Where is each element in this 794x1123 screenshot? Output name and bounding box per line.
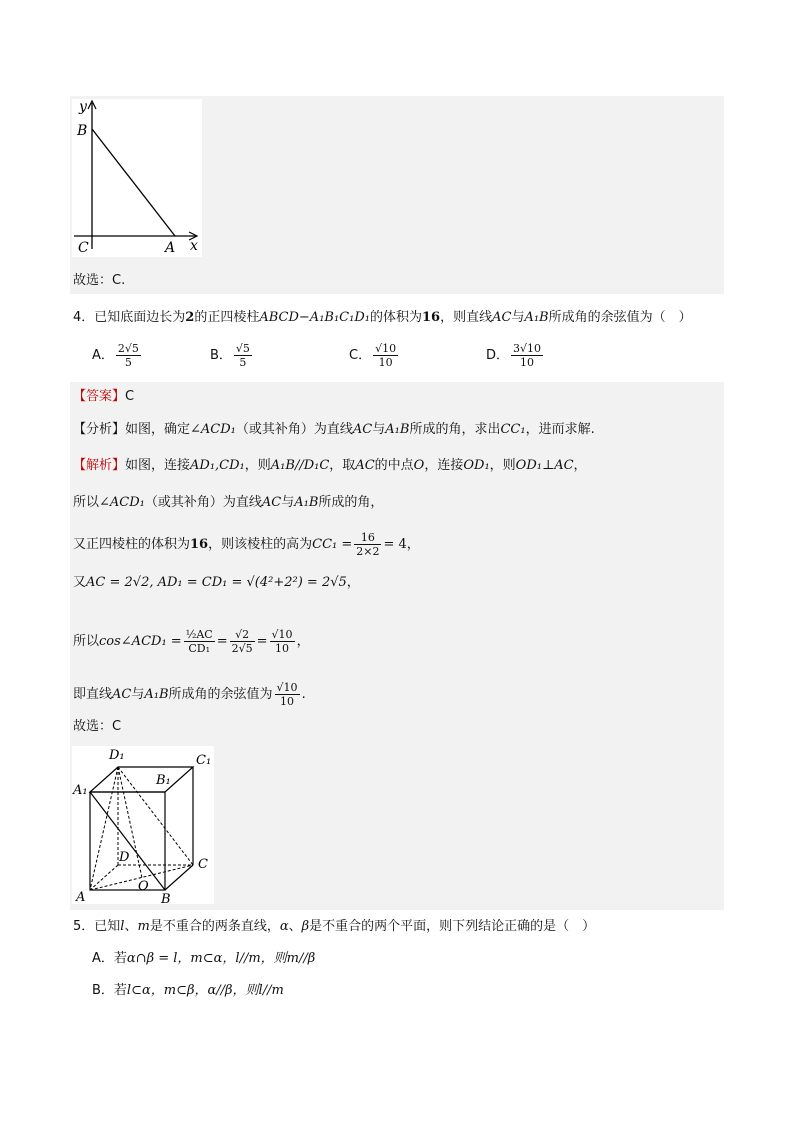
option-b[interactable] — [210, 342, 254, 369]
math-lengths: AC = 2√2, AD₁ = CD₁ = √(4²+2²) = 2√5 — [86, 575, 347, 590]
label-B: B — [77, 123, 88, 139]
math-cos: cos∠ACD₁ = — [99, 634, 182, 649]
analysis-cc1: CC₁ — [500, 422, 526, 437]
analysis-text: （或其补角）为直线 — [235, 422, 353, 437]
cos-fraction-2: $\frac{√2}{2√5}$ — [231, 628, 253, 655]
math-volume: 16 — [190, 537, 209, 552]
solution-text: ，则 — [244, 458, 271, 473]
label-x: x — [190, 238, 198, 254]
math-parallel: A₁B//D₁C — [270, 458, 330, 473]
result-fraction: $\frac{√10}{10}$ — [276, 681, 298, 708]
solution-text: ， — [346, 575, 360, 590]
q5-text: 是不重合的两条直线， — [149, 919, 280, 934]
math-eq: = — [256, 634, 268, 649]
solution-text: （或其补角）为直线 — [144, 495, 262, 510]
label-B1: B₁ — [156, 773, 171, 788]
math-perp: OD₁⊥AC — [515, 458, 574, 473]
analysis-angle: ∠ACD₁ — [190, 422, 236, 437]
math-ac: AC — [261, 495, 282, 510]
q4-text-c: 的体积为 — [369, 310, 422, 325]
q4-prism: ABCD−A₁B₁C₁D₁ — [259, 310, 370, 325]
option-a-label: A． — [92, 348, 114, 363]
q5-option-b-label: B．若 — [92, 983, 127, 998]
solution-text: ，则 — [489, 458, 516, 473]
question-4 — [73, 309, 692, 327]
solution-text: 的中点 — [374, 458, 414, 473]
math-l: l — [120, 919, 125, 934]
solution-text: 又正四棱柱的体积为 — [73, 537, 191, 552]
analysis-tag: 【分析】 — [73, 422, 126, 437]
option-b-label: B． — [210, 348, 232, 363]
solution-text: 与 — [131, 687, 145, 702]
analysis-a1b: A₁B — [385, 422, 410, 437]
math-od1: OD₁ — [463, 458, 490, 473]
label-A: A — [165, 240, 176, 256]
solution-text: ，连接 — [424, 458, 464, 473]
q5-text: 、 — [124, 919, 138, 934]
solution-line-2 — [73, 494, 383, 512]
label-C: C — [78, 240, 89, 256]
q5-option-a-label: A．若 — [92, 951, 127, 966]
option-d-fraction: $\frac{3√10}{10}$ — [513, 342, 542, 369]
solution-text: . — [301, 687, 306, 702]
solution-line-3 — [73, 531, 420, 558]
q4-ac: AC — [492, 310, 512, 325]
math-o: O — [413, 458, 425, 473]
q4-text-d: ，则直线 — [440, 310, 493, 325]
cos-fraction-1: $\frac{\text{½AC}}{\text{CD₁}}$ — [185, 628, 213, 655]
solution-text: 所成角的余弦值为 — [168, 687, 273, 702]
q5-number: 5． — [73, 919, 95, 934]
q4-volume: 16 — [421, 310, 441, 325]
option-c[interactable] — [349, 342, 400, 369]
math-eq: = 4 — [383, 537, 407, 552]
q5-option-a-expr: α∩β = l，m⊂α，l//m，则m//β — [126, 951, 316, 966]
analysis-text: 如图，确定 — [125, 422, 191, 437]
option-b-fraction: $\frac{√5}{5}$ — [235, 342, 250, 369]
solution-text: ，取 — [329, 458, 356, 473]
answer-tag: 【答案】 — [73, 389, 126, 404]
analysis-ac: AC — [352, 422, 373, 437]
math-angle: ∠ACD₁ — [99, 495, 145, 510]
analysis-line — [73, 421, 595, 439]
answer-line — [73, 388, 134, 406]
prev-answer: 故选：C. — [73, 273, 126, 288]
label-C: C — [198, 857, 208, 872]
analysis-text: 所成的角，求出 — [409, 422, 501, 437]
math-a1b: A₁B — [144, 687, 169, 702]
analysis-text: ，进而求解. — [525, 422, 595, 437]
q4-number: 4． — [73, 310, 95, 325]
math-a1b: A₁B — [294, 495, 319, 510]
label-O: O — [138, 879, 149, 894]
q5-text: 是不重合的两个平面，则下列结论正确的是（ ） — [309, 919, 596, 934]
math-beta: β — [301, 919, 310, 934]
math-alpha: α — [279, 919, 289, 934]
option-a-fraction: $\frac{2√5}{5}$ — [117, 342, 139, 369]
q4-text-b: 的正四棱柱 — [194, 310, 260, 325]
answer-value: C — [125, 389, 135, 404]
solution-line-5 — [73, 628, 310, 655]
option-d[interactable] — [486, 342, 545, 369]
triangle-figure — [72, 99, 202, 257]
q4-text-a: 已知底面边长为 — [94, 310, 186, 325]
solution-text: 与 — [281, 495, 295, 510]
q5-option-b-expr: l⊂α，m⊂β，α//β，则l//m — [126, 983, 284, 998]
math-eq: = — [216, 634, 228, 649]
height-fraction: $\frac{16}{2\times 2}$ — [356, 531, 380, 558]
label-A1: A₁ — [73, 783, 88, 798]
label-B: B — [161, 892, 171, 904]
label-D1: D₁ — [109, 748, 125, 763]
math-m: m — [137, 919, 150, 934]
solution-text: 即直线 — [73, 687, 113, 702]
solution-line-4 — [73, 574, 360, 592]
solution-text: ， — [573, 458, 587, 473]
solution-text: ，则该棱柱的高为 — [208, 537, 313, 552]
label-y: y — [79, 99, 87, 115]
label-A: A — [76, 890, 86, 904]
q4-text-e: 所成角的余弦值为（ ） — [548, 310, 692, 325]
q4-yu: 与 — [511, 310, 525, 325]
label-C1: C₁ — [196, 753, 212, 768]
math-cc1: CC₁ = — [312, 537, 353, 552]
option-a[interactable] — [92, 342, 143, 369]
q4-a1b: A₁B — [524, 310, 549, 325]
solution-line-7: 故选：C — [73, 719, 122, 734]
solution-text: 如图，连接 — [125, 458, 191, 473]
solution-text: 所成的角， — [318, 495, 384, 510]
solution-line-6 — [73, 681, 306, 708]
q5-text: 已知 — [94, 919, 121, 934]
analysis-text: 与 — [372, 422, 386, 437]
solution-tag: 【解析】 — [73, 458, 126, 473]
option-d-label: D． — [486, 348, 510, 363]
label-D: D — [119, 850, 130, 865]
option-c-fraction: $\frac{√10}{10}$ — [375, 342, 397, 369]
solution-text: 所以 — [73, 634, 100, 649]
q5-option-a[interactable] — [92, 950, 315, 968]
option-c-label: C． — [349, 348, 372, 363]
solution-text: ， — [296, 634, 310, 649]
q5-option-b[interactable] — [92, 982, 284, 1000]
solution-line-1 — [73, 457, 587, 475]
prism-figure — [72, 746, 214, 904]
math-ac: AC — [112, 687, 132, 702]
solution-text: 所以 — [73, 495, 100, 510]
q4-side: 2 — [185, 310, 195, 325]
math-ad1-cd1: AD₁,CD₁ — [190, 458, 245, 473]
cos-fraction-3: $\frac{√10}{10}$ — [271, 628, 293, 655]
math-ac: AC — [355, 458, 375, 473]
question-5 — [73, 918, 595, 936]
solution-text: 又 — [73, 575, 87, 590]
q5-text: 、 — [288, 919, 302, 934]
solution-text: ， — [406, 537, 420, 552]
